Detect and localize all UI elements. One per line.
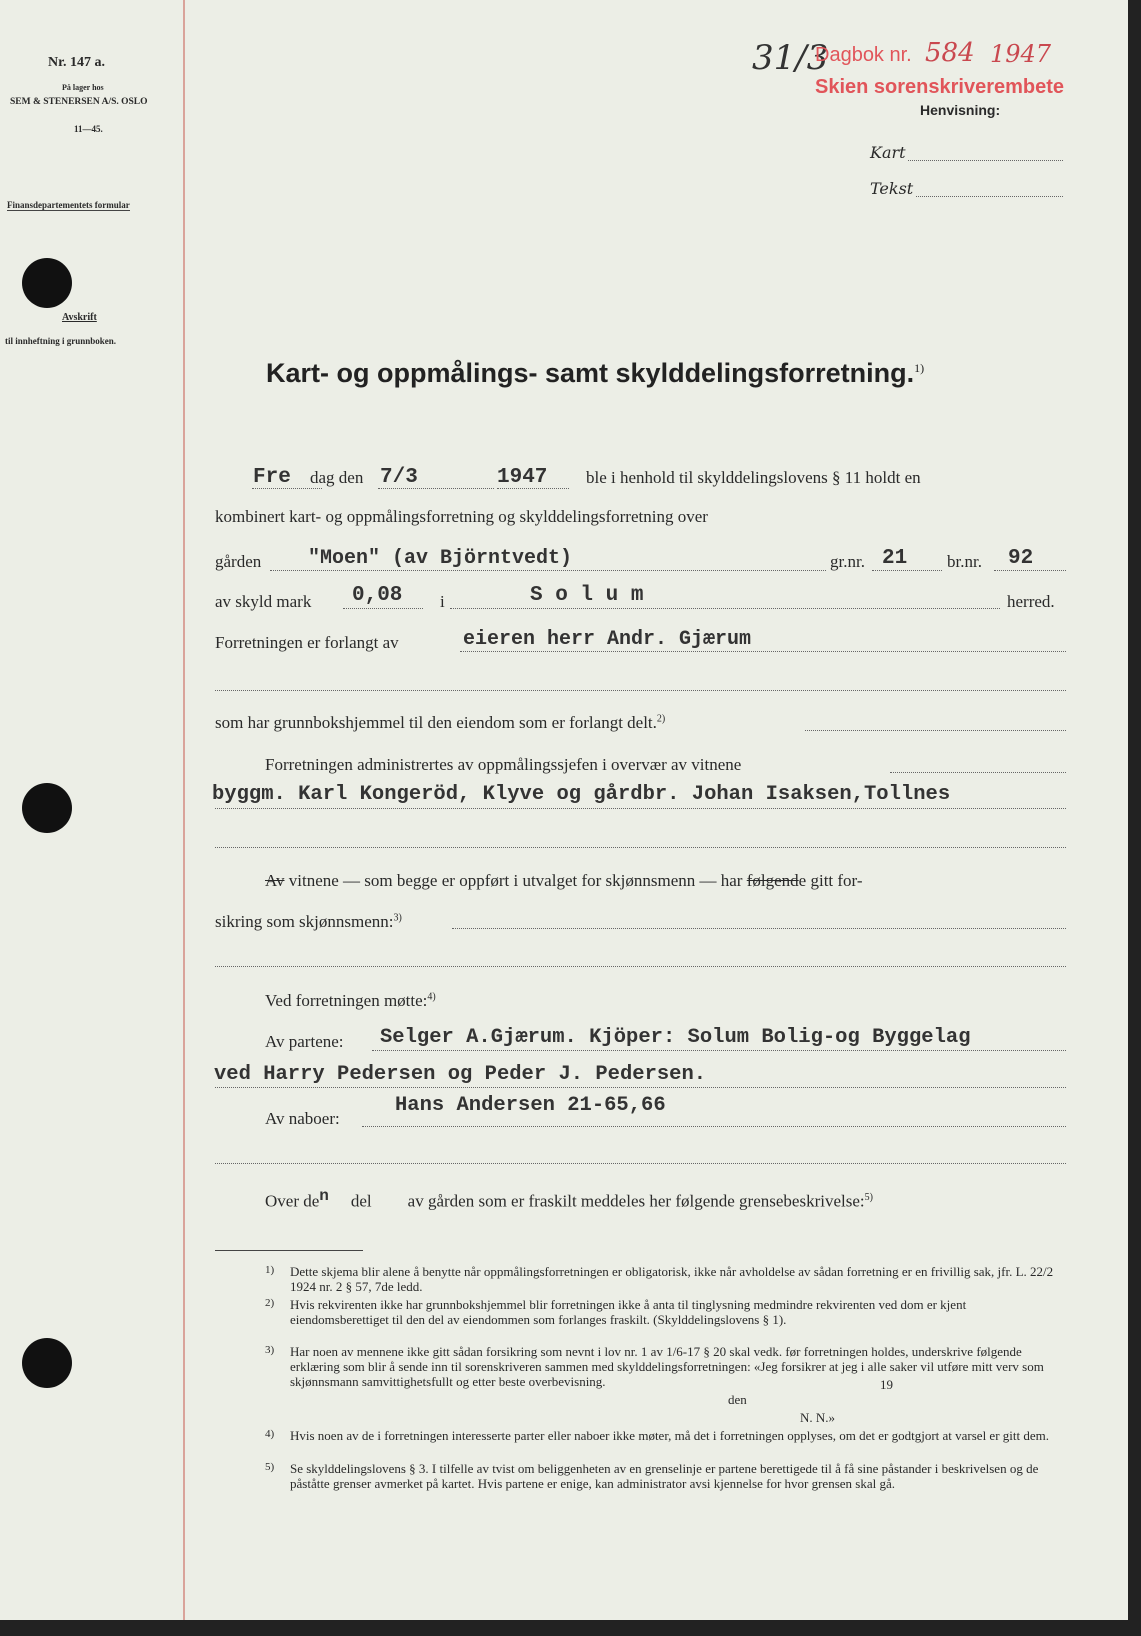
publisher-line2: SEM & STENERSEN A/S. OSLO xyxy=(10,97,148,107)
date-line xyxy=(378,488,494,489)
footnote-5-num: 5) xyxy=(265,1461,275,1473)
witnesses-line-2 xyxy=(215,847,1066,848)
copy-purpose: til innheftning i grunnboken. xyxy=(5,336,117,346)
margin-rule xyxy=(183,0,185,1620)
date-value: 7/3 xyxy=(380,466,418,489)
neighbours-line xyxy=(362,1126,1066,1127)
met-text xyxy=(265,991,436,1011)
title-text: Kart- og oppmålings- samt skylddelingsforretning. xyxy=(266,358,915,388)
footnote-3-signature: N. N.» xyxy=(800,1410,836,1425)
punch-hole-bottom xyxy=(22,1338,72,1388)
form-number: Nr. 147 a. xyxy=(48,55,106,70)
municipality-line xyxy=(450,608,1000,609)
grnr-label: gr.nr. xyxy=(830,552,865,571)
dagbok-number: 584 xyxy=(925,38,975,68)
boundary-text-c: av gården som er fraskilt meddeles her følgende grensebeskrivelse: xyxy=(407,1191,865,1211)
day-line xyxy=(252,488,322,489)
page-title xyxy=(266,358,924,389)
brnr-label: br.nr. xyxy=(947,552,982,571)
boundary-n: n xyxy=(319,1187,329,1205)
i-label: i xyxy=(440,592,445,611)
footnote-1-num: 1) xyxy=(265,1264,275,1276)
footnote-3-num: 3) xyxy=(265,1344,275,1356)
date-code: 11—45. xyxy=(74,124,103,134)
requested-label: Forretningen er forlangt av xyxy=(215,633,399,652)
tekst-line xyxy=(916,196,1063,197)
footnote-2-num: 2) xyxy=(265,1297,275,1309)
witness-footnote-ref: 3) xyxy=(393,912,402,924)
neighbours-label: Av naboer: xyxy=(265,1109,340,1128)
parties-value: Selger A.Gjærum. Kjöper: Solum Bolig-og Byggelag xyxy=(380,1026,971,1049)
admin-line xyxy=(890,772,1066,773)
grunnbok-line xyxy=(805,730,1066,731)
neighbours-value: Hans Andersen 21-65,66 xyxy=(395,1094,666,1117)
boundary-text-b: del xyxy=(350,1191,372,1211)
boundary-footnote-ref: 5) xyxy=(864,1192,873,1203)
farm-label: gården xyxy=(215,552,262,571)
farm-value: "Moen" (av Björntvedt) xyxy=(308,547,573,570)
parties-label: Av partene: xyxy=(265,1032,344,1051)
day-label: dag den xyxy=(310,468,364,487)
brnr-value: 92 xyxy=(1008,547,1034,570)
footnote-3: Har noen av mennene ikke gitt sådan forsikring som nevnt i lov nr. 1 av 1/6-17 § 20 skal vedk. før forretningen holdes, underskrive følgende erklæring som blir å sende inn til sorenskriveren sammen med skylddelingsforretningen: «Jeg forsikrer at jeg i alle saker vil utføre mitt verv som skjønnsmann samvittighetsfullt og etter beste overbevisning. xyxy=(290,1344,1044,1389)
witness-line xyxy=(452,928,1066,929)
kart-label: Kart xyxy=(870,143,906,162)
skyld-line xyxy=(343,608,423,609)
brnr-line xyxy=(994,570,1066,571)
kart-line xyxy=(908,160,1063,161)
witness-text-line2 xyxy=(215,912,402,932)
intro-text-line2: kombinert kart- og oppmålingsforretning og skylddelingsforretning over xyxy=(215,507,708,526)
witness-text xyxy=(265,871,863,891)
year-line xyxy=(497,488,569,489)
publisher-line1: På lager hos xyxy=(62,83,104,92)
intro-text: ble i henhold til skylddelingslovens § 11 holdt en xyxy=(586,468,921,487)
tekst-label: Tekst xyxy=(870,179,914,198)
punch-hole-middle xyxy=(22,783,72,833)
witness-text-b: e gitt for- xyxy=(798,871,863,890)
dagbok-year: 1947 xyxy=(990,40,1052,68)
boundary-text-a: Over de xyxy=(265,1191,320,1211)
struck-av: Av xyxy=(265,871,285,890)
farm-line xyxy=(270,570,826,571)
footnote-4-num: 4) xyxy=(265,1428,275,1440)
parties-line-2 xyxy=(215,1087,1066,1088)
grunnbok-footnote-ref: 2) xyxy=(656,713,666,725)
skyld-value: 0,08 xyxy=(352,584,403,607)
struck-folgend: følgend xyxy=(746,871,799,890)
neighbours-line-2 xyxy=(215,1163,1066,1164)
witness-text2-body: sikring som skjønnsmenn: xyxy=(215,912,394,931)
requested-line-2 xyxy=(215,690,1066,691)
parties-value-2: ved Harry Pedersen og Peder J. Pedersen. xyxy=(214,1063,707,1086)
dagbok-label: Dagbok nr. xyxy=(815,44,912,66)
day-value: Fre xyxy=(253,466,291,489)
office-stamp: Skien sorenskriverembete xyxy=(815,76,1065,98)
skyld-label: av skyld mark xyxy=(215,592,312,611)
handwritten-date: 31/3 xyxy=(752,38,829,78)
witness-line-2 xyxy=(215,966,1066,967)
parties-line xyxy=(372,1050,1066,1051)
municipality-value: S o l u m xyxy=(530,584,644,607)
witness-text-a: vitnene — som begge er oppført i utvalget for skjønnsmenn — har xyxy=(288,871,743,890)
reference-label: Henvisning: xyxy=(920,102,1001,118)
grunnbok-text xyxy=(215,713,665,733)
admin-text: Forretningen administrertes av oppmålingssjefen i overvær av vitnene xyxy=(265,755,742,774)
footnote-4: Hvis noen av de i forretningen interesserte parter eller naboer ikke møter, må det i forretningen opplyses, om det er godtgjort at varsel er gitt dem. xyxy=(290,1428,1050,1443)
footnote-rule xyxy=(215,1250,363,1251)
witnesses-value: byggm. Karl Kongeröd, Klyve og gårdbr. Johan Isaksen,Tollnes xyxy=(212,783,951,806)
boundary-text xyxy=(265,1187,873,1212)
form-type: Finansdepartementets formular xyxy=(7,200,130,210)
footnote-3-den: den xyxy=(728,1392,747,1407)
footnote-2: Hvis rekvirenten ikke har grunnbokshjemmel blir forretningen ikke å anta til tinglysning medmindre rekvirenten ved dom er kjent eiendomsberettiget til den del av eiendommen som forlanges fraskilt. (Skylddelingslovens § 1). xyxy=(290,1297,967,1327)
punch-hole-top xyxy=(22,258,72,308)
grnr-value: 21 xyxy=(882,547,908,570)
grunnbok-text-body: som har grunnbokshjemmel til den eiendom som er forlangt delt. xyxy=(215,713,657,732)
year-value: 1947 xyxy=(497,466,548,489)
met-text-body: Ved forretningen møtte: xyxy=(265,991,428,1010)
herred-label: herred. xyxy=(1007,592,1055,611)
met-footnote-ref: 4) xyxy=(427,991,436,1003)
grnr-line xyxy=(872,570,942,571)
footnote-1: Dette skjema blir alene å benytte når oppmålingsforretningen er obligatorisk, ikke når avholdelse av sådan forretning er en frivillig sak, jfr. L. 22/2 1924 nr. 2 § 57, 7de ledd. xyxy=(290,1264,1054,1294)
witnesses-line xyxy=(215,808,1066,809)
requested-value: eieren herr Andr. Gjærum xyxy=(463,628,752,651)
title-footnote-ref: 1) xyxy=(914,361,925,375)
footnote-5: Se skylddelingslovens § 3. I tilfelle av tvist om beliggenheten av en grenselinje er partene berettigede til å få sine påstander i beskrivelsen og de påståtte grenser avmerket på kartet. Hvis partene er enige, kan administrator avsi kjennelse for hvor grensen skal gå. xyxy=(290,1461,1039,1491)
requested-line xyxy=(460,651,1066,652)
copy-label: Avskrift xyxy=(62,312,97,323)
footnote-3-year: 19 xyxy=(880,1377,893,1392)
